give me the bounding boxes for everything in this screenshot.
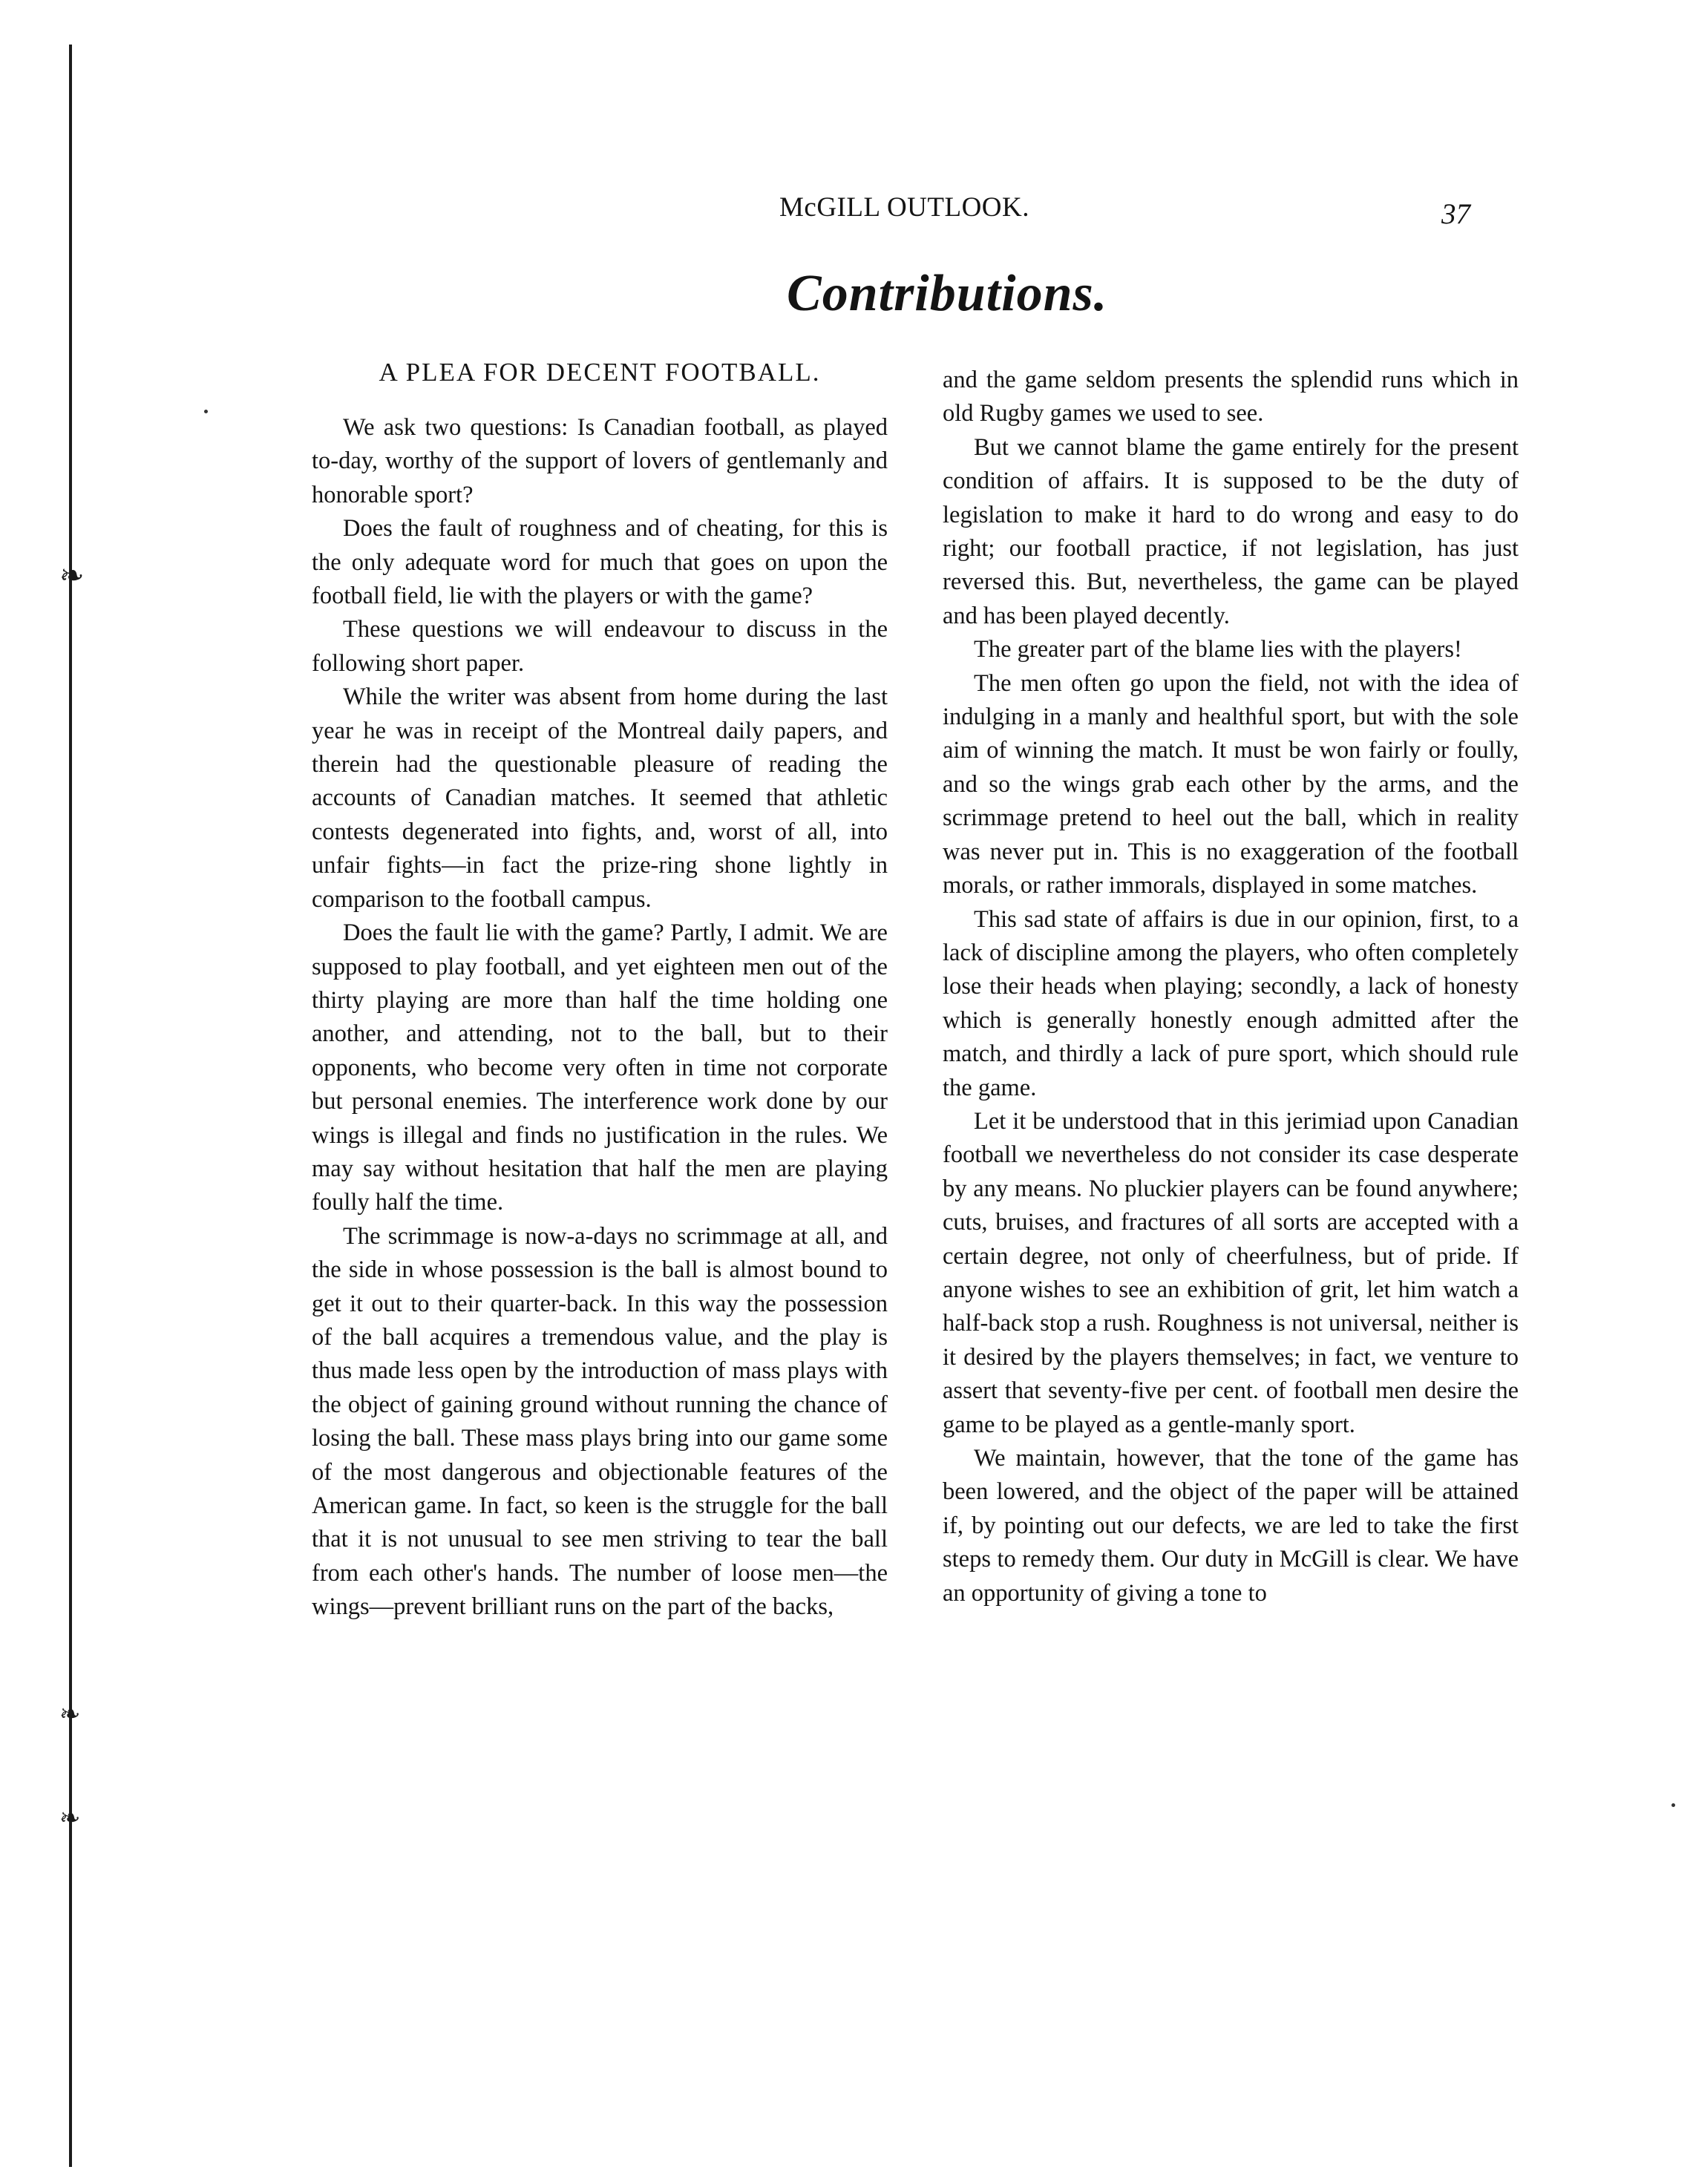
paragraph: This sad state of affairs is due in our opinion, first, to a lack of discipline among the players, who often completely lose their heads when playing; secondly, a lack of honesty which is generally honestly enough admitted after the match, and thirdly a lack of pure sport, which should rule the game.: [943, 905, 1519, 1101]
paragraph-continuation: and the game seldom presents the splendid runs which in old Rugby games we used to see.: [943, 367, 1519, 427]
paragraph: Does the fault of roughness and of cheating, for this is the only adequate word for much that goes on upon the football field, lie with the players or with the game?: [312, 515, 888, 610]
binding-ornament-mark: ❧: [59, 1701, 81, 1728]
paragraph: But we cannot blame the game entirely for the present condition of affairs. It is supposed to be the duty of legislation to make it hard to do wrong and easy to do right; our football practice, if not legislation, has just reversed this. But, nevertheless, the game can be played and has been played decently.: [943, 433, 1519, 629]
paragraph: The greater part of the blame lies with the players!: [974, 636, 1462, 663]
article-title: A PLEA FOR DECENT FOOTBALL.: [379, 358, 821, 387]
paragraph: Let it be understood that in this jerimiad upon Canadian football we nevertheless do not consider its case desperate by any means. No pluckier players can be found anywhere; cuts, bruises, and fractures of all sorts are accepted with a certain degree, not only of cheerfulness, but of pride. If anyone wishes to see an exhibition of grit, let him watch a half-back stop a rush. Roughness is not universal, neither is it desired by the players themselves; in fact, we venture to assert that seventy-five per cent. of football men desire the game to be played as a gentle-manly sport.: [943, 1107, 1519, 1438]
running-header: McGILL OUTLOOK.: [779, 192, 1029, 223]
paragraph: We ask two questions: Is Canadian football, as played to-day, worthy of the support of lovers of gentlemanly and honorable sport?: [312, 414, 888, 508]
paragraph: The scrimmage is now-a-days no scrimmage at all, and the side in whose possession is the ball is almost bound to get it out to their quarter-back. In this way the possession of the ball acquires a tremendous value, and the play is thus made less open by the introduction of mass plays with the object of gaining ground without running the chance of losing the ball. These mass plays bring into our game some of the most dangerous and objectionable features of the American game. In fact, so keen is the struggle for the ball that it is not unusual to see men striving to tear the ball from each other's hands. The number of loose men—the wings—prevent brilliant runs on the part of the backs,: [312, 1222, 888, 1621]
binding-ornament-mark: ❧: [59, 559, 85, 592]
right-column: [943, 364, 1519, 1610]
paragraph: Does the fault lie with the game? Partly, I admit. We are supposed to play football, and yet eighteen men out of the thirty playing are more than half the time holding one another, and attending, not to the ball, but to their opponents, who become very often in time not corporate but personal enemies. The interference work done by our wings is illegal and finds no justification in the rules. We may say without hesitation that half the men are playing foully half the time.: [312, 919, 888, 1216]
paragraph: These questions we will endeavour to discuss in the following short paper.: [312, 616, 888, 677]
paragraph: While the writer was absent from home during the last year he was in receipt of the Montreal daily papers, and therein had the questionable pleasure of reading the accounts of Canadian matches. It seemed that athletic contests degenerated into fights, and, worst of all, into unfair fights—in fact the prize-ring shone lightly in comparison to the football campus.: [312, 683, 888, 913]
page-number: 37: [1441, 198, 1470, 230]
section-title: Contributions.: [787, 265, 1108, 322]
binding-ornament-mark: ❧: [59, 1805, 81, 1832]
paragraph: The men often go upon the field, not with the idea of indulging in a manly and healthful sport, but with the sole aim of winning the match. It must be won fairly or foully, and so the wings grab each other by the arms, and the scrimmage pretend to heel out the ball, which in reality was never put in. This is no exaggeration of the football morals, or rather immorals, displayed in some matches.: [943, 669, 1519, 899]
print-speck: [204, 410, 208, 413]
print-speck: [1671, 1803, 1675, 1807]
paragraph: We maintain, however, that the tone of the game has been lowered, and the object of the paper will be attained if, by pointing out our defects, we are led to take the first steps to remedy them. Our duty in McGill is clear. We have an opportunity of giving a tone to: [943, 1445, 1519, 1607]
page-binding-edge: [69, 45, 72, 2167]
left-column: [312, 358, 888, 1624]
